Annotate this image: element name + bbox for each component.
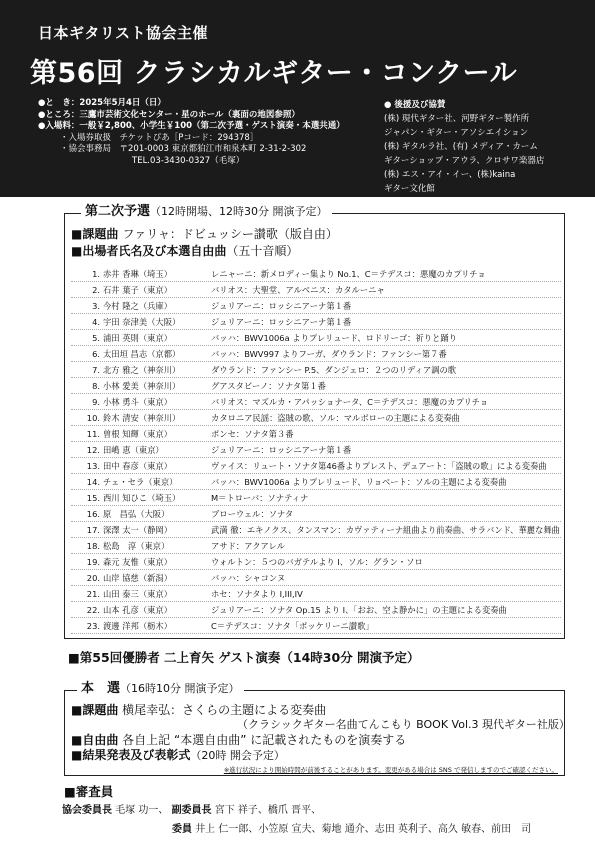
entrant-piece: M＝トローバ：ソナティナ <box>211 492 309 503</box>
event-venue: ●ところ：三鷹市芸術文化センター・星のホール（裏面の地図参照） <box>38 109 300 120</box>
entrant-number: 6. <box>92 348 100 359</box>
prelim-piece-head: ■課題曲 <box>71 227 119 241</box>
final-free-head: ■自由曲 <box>71 733 119 747</box>
prelim-set-piece <box>71 227 338 241</box>
entrant-number: 10. <box>86 412 100 423</box>
entrant-number: 4. <box>92 316 100 327</box>
final-title: 本 選 <box>81 681 121 696</box>
entrant-piece: 武満 徹：エキノクス、タンスマン：カヴァティーナ組曲より前奏曲、サラバンド、華麗な舞曲 <box>211 524 560 535</box>
entrant-number: 20. <box>86 572 100 583</box>
entrant-name: 原 昌弘（大阪） <box>103 508 170 519</box>
entrant-row <box>71 298 561 314</box>
prelim-label <box>81 205 332 219</box>
entrant-name: 西川 知ひこ（埼玉） <box>103 492 181 503</box>
entrant-number: 2. <box>92 284 100 295</box>
final-piece-source: （クラシックギター名曲てんこもり BOOK Vol.3 現代ギター社版） <box>237 718 570 731</box>
prelim-title: 第二次予選 <box>85 204 151 219</box>
final-section <box>64 681 570 776</box>
entrant-row <box>71 458 561 474</box>
entrant-number: 16. <box>86 508 100 519</box>
entrant-number: 23. <box>86 620 100 631</box>
entrants-heading <box>71 244 298 258</box>
judges-members <box>172 820 531 835</box>
entrant-row <box>71 346 561 362</box>
entrant-number: 1. <box>92 268 100 279</box>
entrant-name: 山岸 協慈（新潟） <box>103 572 173 583</box>
prelim-piece: ファリャ：ドビュッシー讃歌（版自由） <box>122 227 338 241</box>
entrant-number: 18. <box>86 540 100 551</box>
entrant-number: 21. <box>86 588 100 599</box>
entrant-name: 石井 葉子（東京） <box>103 284 173 295</box>
entrant-row <box>71 394 561 410</box>
vice-label: 副委員長 <box>171 805 212 816</box>
entrant-number: 14. <box>86 476 100 487</box>
judges-title: ■審査員 <box>64 784 114 799</box>
entrant-row <box>71 522 561 538</box>
entrant-piece: ブローウェル：ソナタ <box>211 508 294 519</box>
entrant-row <box>71 378 561 394</box>
entrant-name: 鈴木 清安（神奈川） <box>103 412 181 423</box>
entrant-number: 12. <box>86 444 100 455</box>
header-banner <box>0 0 595 197</box>
final-label <box>77 682 244 696</box>
ticket-info: ・入場券取扱 チケットぴあ［Pコード：294378］ <box>60 132 259 143</box>
entrant-piece: ポンセ：ソナタ第３番 <box>211 428 294 439</box>
final-free: 各自上記 “本選自由曲” に記載されたものを演奏する <box>122 733 407 747</box>
chair-label: 協会委員長 <box>62 805 112 816</box>
final-free-piece <box>71 733 406 747</box>
judges-leaders <box>62 801 321 816</box>
entrant-name: 山本 孔彦（東京） <box>103 604 173 615</box>
entrant-piece: バッハ：BWV1006a よりプレリュード、リョベート：ソルの主題による変奏曲 <box>211 476 507 487</box>
entrant-row <box>71 330 561 346</box>
final-set-piece <box>71 703 326 717</box>
sponsor-line: (株) ギタルラ社、(有) メディア・カーム <box>384 142 538 152</box>
sponsor-line: ギターショップ・アウラ、クロサワ楽器店 <box>384 156 545 166</box>
entrant-number: 17. <box>86 524 100 535</box>
entrant-row <box>71 314 561 330</box>
entrant-number: 3. <box>92 300 100 311</box>
entrant-name: 太田垣 昌志（京都） <box>103 348 181 359</box>
entrant-piece: バッハ：BWV997 よりフーガ、ダウランド：ファンシー第７番 <box>211 348 447 359</box>
entrant-number: 9. <box>92 396 100 407</box>
organizer-text: 日本ギタリスト協会主催 <box>38 24 209 42</box>
final-piece-head: ■課題曲 <box>71 703 119 717</box>
entrant-name: 森元 友惟（東京） <box>103 556 173 567</box>
entrants-list <box>71 266 561 634</box>
entrant-name: チェ・セラ（東京） <box>103 476 178 487</box>
entrant-piece: ジュリアーニ：ロッシニアーナ第１番 <box>211 300 352 311</box>
schedule-notice: ※進行状況により開始時間が前後することがあります。変更がある場合は SNS で発信しますのでご確認ください。 <box>223 766 558 774</box>
entrant-row <box>71 490 561 506</box>
entrant-piece: バリオス：大聖堂、アルベニス：カタルーニャ <box>211 284 385 295</box>
entrant-piece: ジュリアーニ：ロッシニアーナ第１番 <box>211 444 352 455</box>
entrant-number: 11. <box>86 428 100 439</box>
entrant-name: 浦田 英則（東京） <box>103 332 173 343</box>
entrant-row <box>71 362 561 378</box>
event-fee: ●入場料：一般￥2,800、小学生￥100（第二次予選・ゲスト演奏・本選共通） <box>38 121 345 131</box>
entrant-number: 22. <box>86 604 100 615</box>
final-piece: 横尾幸弘：さくらの主題による変奏曲 <box>122 703 327 717</box>
chair-name: 毛塚 功一、 <box>115 805 169 816</box>
sponsor-line: (株) エス・アイ・イー、(株)kaina <box>384 170 516 180</box>
office-address: ・協会事務局 〒201-0003 東京都狛江市和泉本町 2-31-2-302 <box>60 144 307 154</box>
entrant-piece: バッハ：シャコンヌ <box>211 572 286 583</box>
entrant-row <box>71 282 561 298</box>
prelim-time-note: （12時開場、12時30分 開演予定） <box>150 205 328 218</box>
entrant-row <box>71 506 561 522</box>
sponsor-line: (株) 現代ギター社、河野ギター製作所 <box>384 114 530 124</box>
event-date: ●と き：2025年5月4日（日） <box>38 98 166 108</box>
entrant-row <box>71 586 561 602</box>
entrant-row <box>71 266 561 282</box>
entrant-name: 田中 春彦（東京） <box>103 460 173 471</box>
sponsors-block <box>384 98 584 196</box>
entrant-piece: バリオス：マズルカ・アパッショナータ、C＝テデスコ：悪魔のカプリチョ <box>211 396 489 407</box>
entrant-name: 松島 淳（東京） <box>103 540 170 551</box>
entrant-row <box>71 618 561 634</box>
entrant-name: 今村 隆之（兵庫） <box>103 300 173 311</box>
entrant-row <box>71 602 561 618</box>
final-results <box>71 748 285 763</box>
final-time-note: （16時10分 開演予定） <box>120 682 240 695</box>
entrant-piece: アサド：アクアレル <box>211 540 285 551</box>
entrant-row <box>71 538 561 554</box>
entrant-piece: ダウランド：ファンシー P.5、ダンジェロ：２つのリディア調の歌 <box>211 364 457 375</box>
entrants-note: （五十音順） <box>226 244 299 258</box>
entrant-number: 8. <box>92 380 100 391</box>
sponsor-line: ジャパン・ギター・アソシエイション <box>384 128 529 138</box>
entrant-row <box>71 554 561 570</box>
entrants-head: ■出場者氏名及び本選自由曲 <box>71 244 227 258</box>
event-info <box>38 98 388 167</box>
final-result-note: （20時 開会予定） <box>190 749 285 762</box>
sponsors-title: ● 後援及び協賛 <box>384 100 446 110</box>
entrant-name: 北方 雅之（神奈川） <box>103 364 181 375</box>
entrant-name: 深澤 太一（静岡） <box>103 524 173 535</box>
entrant-piece: バッハ：BWV1006a よりプレリュード、ロドリーゴ：祈りと踊り <box>211 332 457 343</box>
entrant-number: 19. <box>86 556 100 567</box>
entrant-number: 7. <box>92 364 100 375</box>
entrant-name: 小林 愛美（神奈川） <box>103 380 181 391</box>
entrant-row <box>71 570 561 586</box>
entrant-name: 渡邊 洋邦（栃木） <box>103 620 173 631</box>
entrant-row <box>71 474 561 490</box>
final-result-head: ■結果発表及び表彰式 <box>71 748 191 762</box>
entrant-piece: グアスタビーノ：ソナタ第１番 <box>211 380 326 391</box>
prelim-section <box>64 204 565 639</box>
entrant-row <box>71 442 561 458</box>
entrant-piece: C＝テデスコ：ソナタ「ボッケリーニ讃歌」 <box>211 620 374 631</box>
members-label: 委員 <box>172 824 192 835</box>
office-tel: TEL.03-3430-0327（毛塚） <box>132 155 245 166</box>
entrant-name: 田嶋 恵（東京） <box>103 444 164 455</box>
sponsor-line: ギター文化館 <box>384 184 435 194</box>
entrant-piece: ジュリアーニ：ソナタ Op.15 より I、「おお、空よ静かに」の主題による変奏曲 <box>211 604 507 615</box>
entrant-number: 13. <box>86 460 100 471</box>
entrant-piece: ヴァイス：リュート・ソナタ第46番よりプレスト、デュアート：「盗賊の歌」による変奏曲 <box>211 460 547 471</box>
entrant-piece: ウォルトン：５つのバガテルより I、ソル：グラン・ソロ <box>211 556 423 567</box>
page-title: 第56回 クラシカルギター・コンクール <box>30 58 518 89</box>
entrant-number: 5. <box>92 332 100 343</box>
entrant-piece: カタロニア民謡：盗賊の歌、ソル：マルボローの主題による変奏曲 <box>211 412 460 423</box>
entrant-name: 赤井 香琳（埼玉） <box>103 268 173 279</box>
vice-names: 宮下 祥子、橋爪 晋平、 <box>214 805 322 816</box>
entrant-row <box>71 410 561 426</box>
entrant-piece: レニャーニ：新メロディー集より No.1、C＝テデスコ：悪魔のカプリチョ <box>211 268 486 279</box>
entrant-name: 宇田 奈津美（大阪） <box>103 316 181 327</box>
entrant-name: 小林 勇斗（東京） <box>103 396 173 407</box>
entrant-piece: ジュリアーニ：ロッシニアーナ第１番 <box>211 316 352 327</box>
entrant-piece: ホセ：ソナタより I,III,IV <box>211 588 303 599</box>
members-names: 井上 仁一郎、小笠原 宣夫、菊地 通介、志田 英利子、高久 敏春、前田 司 <box>195 824 532 835</box>
entrant-name: 曽根 知輝（東京） <box>103 428 173 439</box>
entrant-row <box>71 426 561 442</box>
entrant-number: 15. <box>86 492 100 503</box>
guest-performance: ■第55回優勝者 二上育矢 ゲスト演奏（14時30分 開演予定） <box>68 650 420 665</box>
entrant-name: 山田 泰三（東京） <box>103 588 173 599</box>
